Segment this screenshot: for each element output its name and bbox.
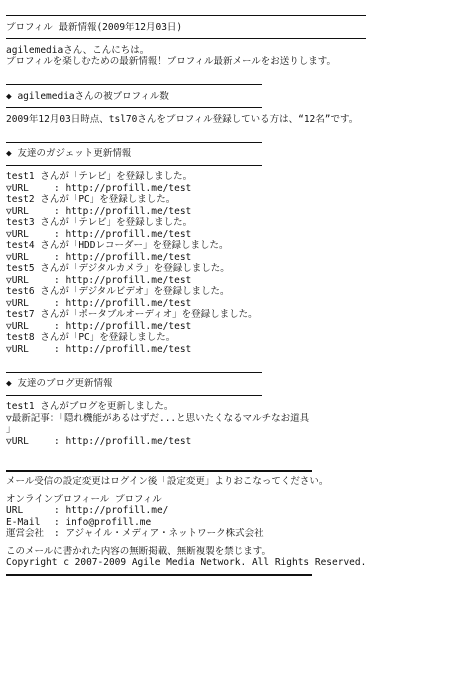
copyright-notice: このメールに書かれた内容の無断掲載、無断複製を禁じます。 xyxy=(6,545,272,557)
profile-count-bottom-rule xyxy=(6,102,444,114)
list-item xyxy=(6,240,444,263)
gadget-entry-text: test8 さんが「PC」を登録しました。 xyxy=(6,332,176,343)
gadget-entry-text: test1 さんが「テレビ」を登録しました。 xyxy=(6,171,193,182)
copyright-line: Copyright c 2007-2009 Agile Media Network. All Rights Reserved. xyxy=(6,557,367,568)
header-top-rule xyxy=(6,10,444,22)
footer-top-rule xyxy=(6,465,444,477)
email-document xyxy=(6,10,444,580)
gadget-update-list xyxy=(6,171,444,355)
gadget-entry-url[interactable]: ▽URL : http://profill.me/test xyxy=(6,182,192,194)
footer-url[interactable]: URL : http://profill.me/ xyxy=(6,505,169,516)
gadget-entry-text: test3 さんが「テレビ」を登録しました。 xyxy=(6,217,193,228)
greeting-line-1: agilemediaさん、こんにちは。 xyxy=(6,44,150,56)
profile-count-heading: ◆ agilemediaさんの被プロフィル数 xyxy=(6,90,169,102)
list-item xyxy=(6,171,444,194)
gadget-entry-url[interactable]: ▽URL : http://profill.me/test xyxy=(6,297,192,309)
header-bottom-rule xyxy=(6,33,444,45)
greeting-line-2: プロフィルを楽しむための最新情報！プロフィル最新メールをお送りします。 xyxy=(6,56,337,67)
service-name: オンラインプロフィール プロフィル xyxy=(6,493,162,505)
blog-article-title[interactable]: ▽最新記事：「隠れ機能があるはずだ...と思いたくなるマルチなお道具 xyxy=(6,412,310,424)
gadget-entry-text: test2 さんが「PC」を登録しました。 xyxy=(6,194,176,205)
list-item xyxy=(6,194,444,217)
gadget-entry-text: test7 さんが「ポータブルオーディオ」を登録しました。 xyxy=(6,309,258,320)
page-title: プロフィル 最新情報(2009年12月03日) xyxy=(6,21,183,33)
settings-note: メール受信の設定変更はログイン後「設定変更」よりおこなってください。 xyxy=(6,476,329,487)
blog-article-title-cont: 」 xyxy=(6,424,16,435)
footer-bottom-rule xyxy=(6,569,444,581)
gadget-top-rule xyxy=(6,137,444,149)
blog-bottom-rule xyxy=(6,390,444,402)
profile-count-top-rule xyxy=(6,79,444,91)
list-item xyxy=(6,332,444,355)
gadget-entry-text: test4 さんが「HDDレコーダー」を登録しました。 xyxy=(6,240,229,251)
gadget-bottom-rule xyxy=(6,160,444,172)
footer-email[interactable]: E-Mail : info@profill.me xyxy=(6,516,152,528)
list-item xyxy=(6,217,444,240)
gadget-entry-url[interactable]: ▽URL : http://profill.me/test xyxy=(6,251,192,263)
blog-top-rule xyxy=(6,367,444,379)
profile-count-text: 2009年12月03日時点、tsl70さんをプロフィル登録している方は、“12名”です。 xyxy=(6,113,359,125)
blog-heading: ◆ 友達のブログ更新情報 xyxy=(6,378,113,389)
blog-entry-text: test1 さんがブログを更新しました。 xyxy=(6,401,174,412)
gadget-entry-text: test6 さんが「デジタルビデオ」を登録しました。 xyxy=(6,286,230,297)
gadget-heading: ◆ 友達のガジェット更新情報 xyxy=(6,148,132,159)
blog-entry-url[interactable]: ▽URL : http://profill.me/test xyxy=(6,435,192,447)
list-item xyxy=(6,309,444,332)
list-item xyxy=(6,286,444,309)
gadget-entry-url[interactable]: ▽URL : http://profill.me/test xyxy=(6,274,192,286)
list-item xyxy=(6,263,444,286)
gadget-entry-url[interactable]: ▽URL : http://profill.me/test xyxy=(6,205,192,217)
gadget-entry-url[interactable]: ▽URL : http://profill.me/test xyxy=(6,320,192,332)
gadget-entry-text: test5 さんが「デジタルカメラ」を登録しました。 xyxy=(6,263,230,274)
gadget-entry-url[interactable]: ▽URL : http://profill.me/test xyxy=(6,343,192,355)
footer-company: 運営会社 : アジャイル・メディア・ネットワーク株式会社 xyxy=(6,528,264,539)
gadget-entry-url[interactable]: ▽URL : http://profill.me/test xyxy=(6,228,192,240)
